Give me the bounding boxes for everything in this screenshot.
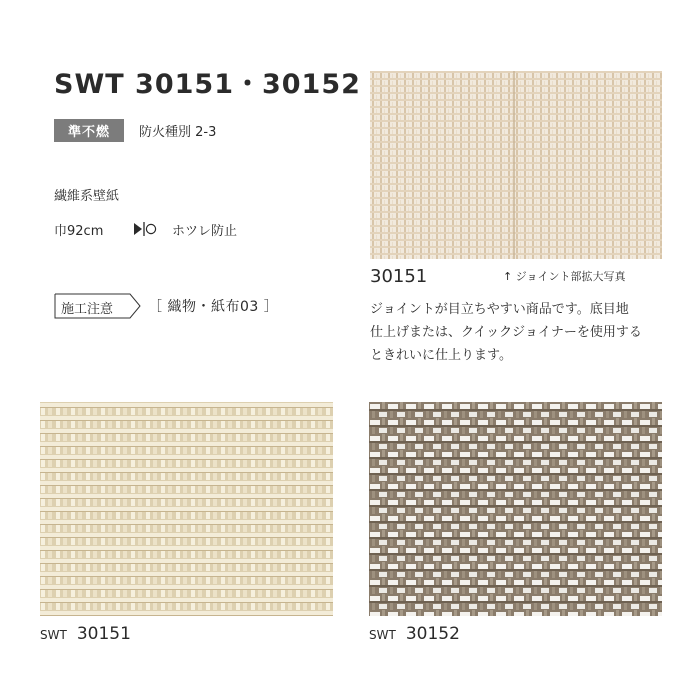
- joint-sample-code: 30151: [370, 266, 428, 287]
- edge-fray-icon: [131, 220, 157, 238]
- fire-class: 防火種別 2-3: [139, 125, 217, 140]
- joint-description: ジョイントが目立ちやすい商品です。底目地 仕上げまたは、クイックジョイナーを使用する ときれいに仕上ります。: [370, 302, 642, 363]
- swatch-prefix: SWT: [369, 628, 396, 642]
- joint-closeup-image: [370, 71, 662, 259]
- fire-rating-badge: 準不燃: [54, 119, 124, 142]
- swatch-image-30152: [369, 402, 662, 616]
- swatch-prefix: SWT: [40, 628, 67, 642]
- swatch-image-30151: [40, 402, 333, 616]
- swatch-code: 30151: [76, 624, 131, 644]
- caution-label: 施工注意: [61, 302, 114, 317]
- product-title: SWT 30151・30152: [54, 69, 361, 100]
- product-type: 繊維系壁紙: [54, 189, 120, 204]
- swatch-caption-30151: [40, 624, 131, 644]
- caution-reference: ［ 織物・紙布03 ］: [148, 299, 279, 315]
- swatch-caption-30152: [369, 624, 460, 644]
- edge-feature: ホツレ防止: [172, 224, 238, 239]
- roll-width: 巾92cm: [54, 224, 104, 239]
- joint-photo-note: ↑ ジョイント部拡大写真: [503, 270, 626, 283]
- caution-tag: [54, 293, 142, 319]
- swatch-code: 30152: [405, 624, 460, 644]
